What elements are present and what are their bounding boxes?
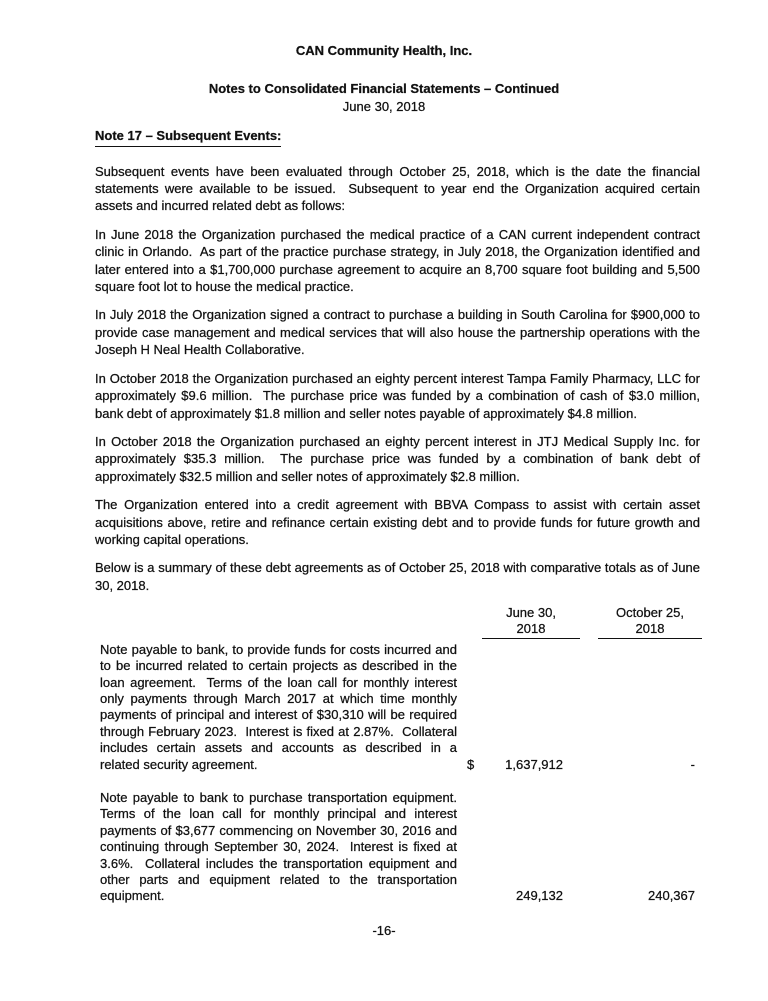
column-header-line: 2018 [635,620,665,636]
table-row [95,642,700,773]
note-heading-row [95,127,700,146]
company-name: CAN Community Health, Inc. [295,43,473,58]
column-header-october-25-2018 [598,605,702,639]
document-title: Notes to Consolidated Financial Statements – Continued [208,81,560,97]
amount-june-30-2018: 1,637,912 [505,756,563,772]
paragraph-subsequent-events: Subsequent events have been evaluated through October 25, 2018, which is the date the financial statements were available to be issued. Subsequent to year end the Organization acquired certain assets and incurred related debt as follows: [95,163,704,214]
table-row [95,790,700,905]
amount-june-30-2018: 249,132 [516,888,563,904]
column-header-line: June 30, [506,605,556,621]
column-header-june-30-2018 [482,605,580,639]
paragraph-june-2018-purchase: In June 2018 the Organization purchased the medical practice of a CAN current independent contract clinic in Orlando. As part of the practice purchase strategy, in July 2018, the Organization identified and later entered into a $1,700,000 purchase agreement to acquire an 8,700 square foot building and 5,500 square foot lot to house the medical practice. [95,226,704,295]
page-number: -16- [372,922,396,938]
note-heading: Note 17 – Subsequent Events: [95,127,281,146]
document-header [0,42,768,115]
document-body [0,127,768,905]
table-header-row [95,605,702,639]
amount-october-25-2018: 240,367 [648,888,695,904]
currency-symbol: $ [467,756,475,772]
paragraph-october-2018-medical-supply: In October 2018 the Organization purchased an eighty percent interest in JTJ Medical Supply Inc. for approximately $35.3 million. The purchase price was funded by a combination of bank debt of approximately $32.5 million and seller notes of approximately $2.8 million. [95,433,704,484]
row-description: Note payable to bank to purchase transportation equipment. Terms of the loan call for monthly principal and interest payments of $3,677 commencing on November 30, 2016 and continuing through September 30, 2024. Interest is fixed at 3.6%. Collateral includes the transportation equipment and other parts and equipment related to the transportation equipment. [100,790,465,904]
document-date: June 30, 2018 [342,98,426,114]
column-header-line: 2018 [516,620,546,636]
debt-summary-table [95,605,700,905]
paragraph-october-2018-pharmacy: In October 2018 the Organization purchased an eighty percent interest Tampa Family Pharmacy, LLC for approximately $9.6 million. The purchase price was funded by a combination of cash of $3.0 million, bank debt of approximately $1.8 million and seller notes payable of approximately $4.8 million. [95,370,704,421]
paragraph-july-2018-contract: In July 2018 the Organization signed a contract to purchase a building in South Carolina for $900,000 to provide case management and medical services that will also house the partnership operations with the Joseph H Neal Health Collaborative. [95,307,704,358]
row-description: Note payable to bank, to provide funds for costs incurred and to be incurred related to certain projects as described in the loan agreement. Terms of the loan call for monthly interest only payments through March 2017 at which time monthly payments of principal and interest of $30,310 will be required through February 2023. Interest is fixed at 2.87%. Collateral includes certain assets and accounts as described in a related security agreement. [100,641,461,772]
amount-october-25-2018: - [690,756,695,772]
paragraph-summary-intro: Below is a summary of these debt agreements as of October 25, 2018 with comparative totals as of June 30, 2018. [95,560,704,593]
column-header-line: October 25, [616,605,684,621]
paragraph-credit-agreement: The Organization entered into a credit agreement with BBVA Compass to assist with certain asset acquisitions above, retire and refinance certain existing debt and to provide funds for future growth and working capital operations. [95,497,704,547]
